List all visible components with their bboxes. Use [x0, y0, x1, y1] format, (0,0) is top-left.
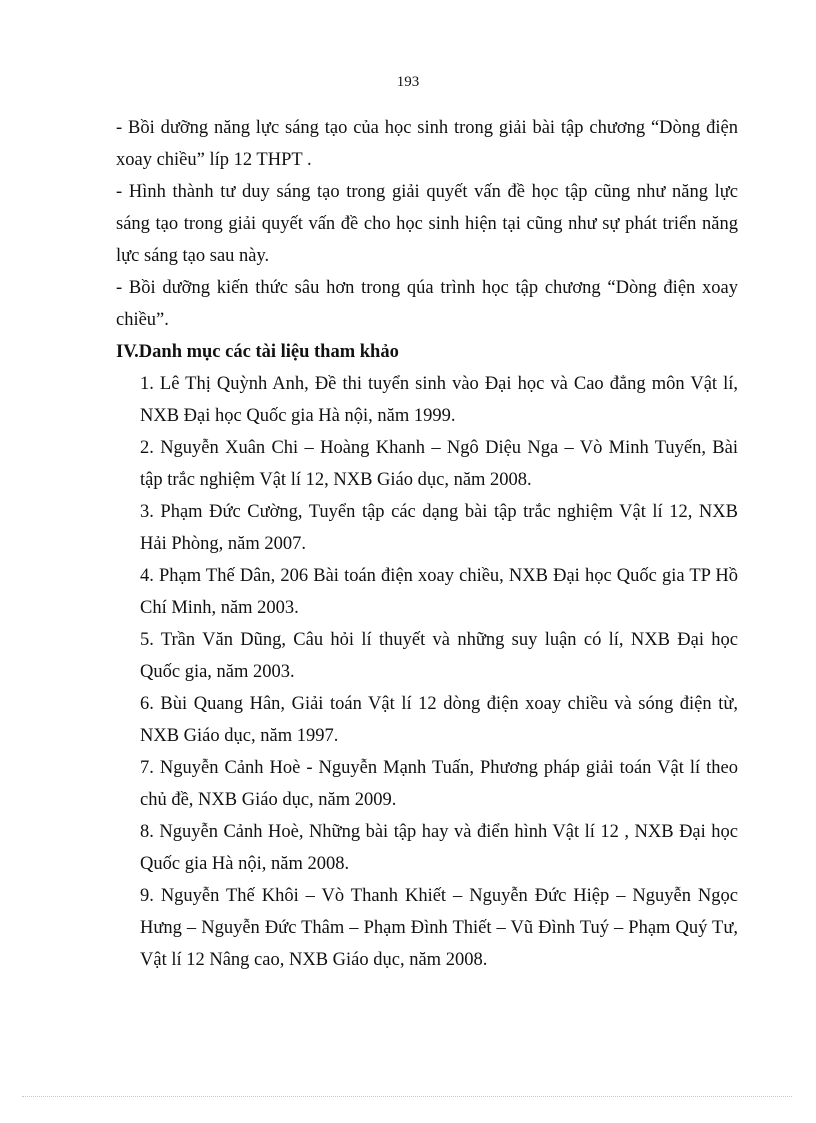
reference-item: 5. Trần Văn Dũng, Câu hỏi lí thuyết và những suy luận có lí, NXB Đại học Quốc gia, năm 2003.: [140, 630, 738, 682]
document-body: [116, 112, 738, 976]
reference-item: 3. Phạm Đức Cường, Tuyển tập các dạng bài tập trắc nghiệm Vật lí 12, NXB Hải Phòng, năm 2007.: [140, 502, 738, 554]
reference-item: 9. Nguyễn Thế Khôi – Vò Thanh Khiết – Nguyễn Đức Hiệp – Nguyễn Ngọc Hưng – Nguyễn Đức Thâm – Phạm Đình Thiết – Vũ Đình Tuý – Phạm Quý Tư, Vật lí 12 Nâng cao, NXB Giáo dục, năm 2008.: [140, 886, 738, 970]
reference-item: 6. Bùi Quang Hân, Giải toán Vật lí 12 dòng điện xoay chiều và sóng điện từ, NXB Giáo dục, năm 1997.: [140, 694, 738, 746]
reference-item: 1. Lê Thị Quỳnh Anh, Đề thi tuyển sinh vào Đại học và Cao đẳng môn Vật lí, NXB Đại học Quốc gia Hà nội, năm 1999.: [140, 374, 738, 426]
page-bottom-divider: [22, 1096, 792, 1097]
intro-paragraph: - Bồi dưỡng kiến thức sâu hơn trong qúa trình học tập chương “Dòng điện xoay chiều”.: [116, 278, 738, 330]
reference-item: 2. Nguyễn Xuân Chi – Hoàng Khanh – Ngô Diệu Nga – Vò Minh Tuyến, Bài tập trắc nghiệm Vật lí 12, NXB Giáo dục, năm 2008.: [140, 438, 738, 490]
reference-list: [116, 368, 738, 976]
reference-item: 4. Phạm Thế Dân, 206 Bài toán điện xoay chiều, NXB Đại học Quốc gia TP Hồ Chí Minh, năm 2003.: [140, 566, 738, 618]
page-number: 193: [396, 74, 420, 90]
section-heading: IV.Danh mục các tài liệu tham khảo: [116, 342, 399, 362]
intro-paragraph: - Hình thành tư duy sáng tạo trong giải quyết vấn đề học tập cũng như năng lực sáng tạo trong giải quyết vấn đề cho học sinh hiện tại cũng như sự phát triển năng lực sáng tạo sau này.: [116, 182, 738, 266]
intro-paragraph: - Bồi dưỡng năng lực sáng tạo của học sinh trong giải bài tập chương “Dòng điện xoay chiều” líp 12 THPT .: [116, 118, 738, 170]
reference-item: 8. Nguyễn Cảnh Hoè, Những bài tập hay và điển hình Vật lí 12 , NXB Đại học Quốc gia Hà nội, năm 2008.: [140, 822, 738, 874]
reference-item: 7. Nguyễn Cảnh Hoè - Nguyễn Mạnh Tuấn, Phương pháp giải toán Vật lí theo chủ đề, NXB Giáo dục, năm 2009.: [140, 758, 738, 810]
